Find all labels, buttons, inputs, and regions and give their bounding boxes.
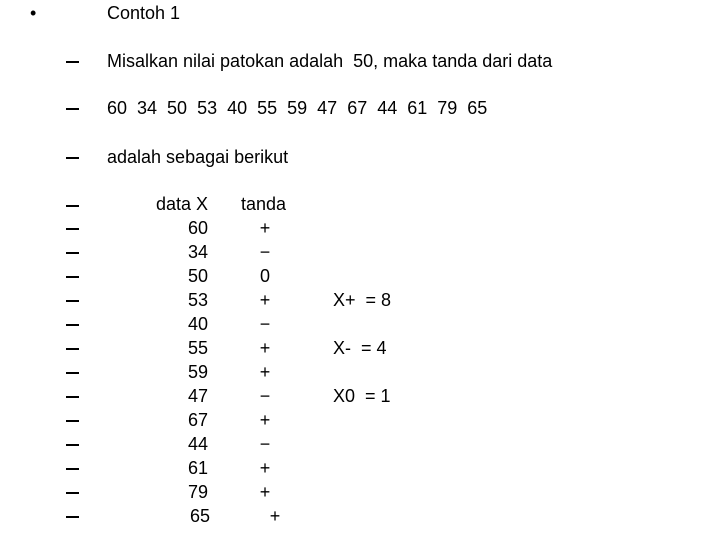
table-cell-sign: + bbox=[259, 338, 271, 358]
dash-bullet bbox=[66, 157, 79, 159]
table-cell-x: 53 bbox=[187, 290, 208, 310]
dash-bullet bbox=[66, 61, 79, 63]
table-cell-x: 60 bbox=[187, 218, 208, 238]
bullet: • bbox=[30, 3, 37, 23]
dash-bullet bbox=[66, 372, 79, 374]
table-cell-sign: + bbox=[259, 218, 271, 238]
table-cell-x: 67 bbox=[187, 410, 208, 430]
text-line: adalah sebagai berikut bbox=[107, 147, 289, 167]
table-cell-sign: + bbox=[259, 458, 271, 478]
table-cell-sign: + bbox=[259, 290, 271, 310]
summary-positive: X+ = 8 bbox=[333, 290, 392, 310]
dash-bullet bbox=[66, 108, 79, 110]
dash-bullet bbox=[66, 300, 79, 302]
table-cell-sign: + bbox=[269, 506, 281, 526]
table-cell-x: 44 bbox=[187, 434, 208, 454]
dash-bullet bbox=[66, 348, 79, 350]
dash-bullet bbox=[66, 252, 79, 254]
summary-negative: X- = 4 bbox=[333, 338, 387, 358]
dash-bullet bbox=[66, 468, 79, 470]
table-cell-x: 47 bbox=[187, 386, 208, 406]
dash-bullet bbox=[66, 205, 79, 207]
header-data-x: data X bbox=[156, 194, 209, 214]
dash-bullet bbox=[66, 228, 79, 230]
table-cell-sign: − bbox=[259, 434, 271, 454]
dash-bullet bbox=[66, 324, 79, 326]
table-cell-x: 79 bbox=[187, 482, 208, 502]
table-cell-sign: − bbox=[259, 386, 271, 406]
summary-zero: X0 = 1 bbox=[333, 386, 391, 406]
table-cell-x: 50 bbox=[187, 266, 208, 286]
header-tanda: tanda bbox=[241, 194, 287, 214]
table-cell-sign: + bbox=[259, 362, 271, 382]
table-cell-x: 65 bbox=[189, 506, 210, 526]
dash-bullet bbox=[66, 276, 79, 278]
dash-bullet bbox=[66, 444, 79, 446]
text-line: 60 34 50 53 40 55 59 47 67 44 61 79 65 bbox=[107, 98, 488, 118]
table-cell-x: 61 bbox=[187, 458, 208, 478]
table-cell-sign: + bbox=[259, 482, 271, 502]
dash-bullet bbox=[66, 516, 79, 518]
table-cell-sign: − bbox=[259, 314, 271, 334]
table-cell-x: 40 bbox=[187, 314, 208, 334]
dash-bullet bbox=[66, 396, 79, 398]
table-cell-x: 55 bbox=[187, 338, 208, 358]
table-cell-sign: 0 bbox=[259, 266, 270, 286]
dash-bullet bbox=[66, 420, 79, 422]
table-cell-sign: − bbox=[259, 242, 271, 262]
dash-bullet bbox=[66, 492, 79, 494]
table-cell-x: 59 bbox=[187, 362, 208, 382]
table-cell-x: 34 bbox=[187, 242, 208, 262]
slide-title: Contoh 1 bbox=[107, 3, 181, 23]
text-line: Misalkan nilai patokan adalah 50, maka tanda dari data bbox=[107, 51, 553, 71]
table-cell-sign: + bbox=[259, 410, 271, 430]
